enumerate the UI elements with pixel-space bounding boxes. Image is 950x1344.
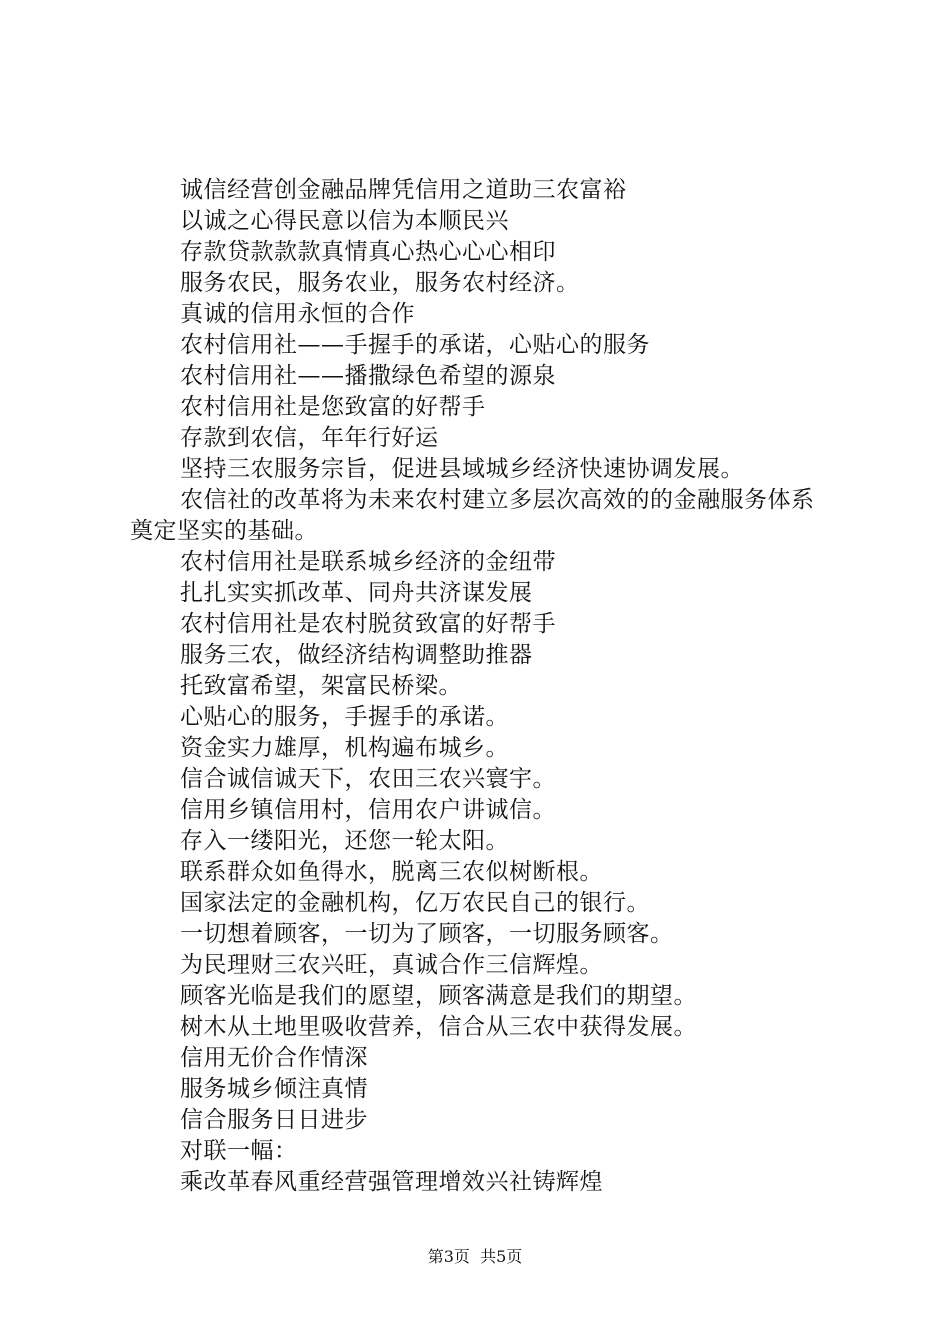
slogan-line: 以诚之心得民意以信为本顺民兴	[180, 208, 509, 234]
couplet-line: 乘改革春风重经营强管理增效兴社铸辉煌	[180, 1169, 603, 1195]
document-body	[130, 175, 830, 1198]
slogan-line: 服务农民，服务农业，服务农村经济。	[180, 270, 580, 296]
slogan-line: 农村信用社——播撒绿色希望的源泉	[180, 363, 556, 389]
slogan-line: 托致富希望，架富民桥梁。	[180, 673, 462, 699]
page-number: 第3页 共5页	[427, 1247, 523, 1266]
slogan-line: 农村信用社是农村脱贫致富的好帮手	[180, 611, 556, 637]
slogan-line: 存入一缕阳光，还您一轮太阳。	[180, 828, 509, 854]
slogan-line: 顾客光临是我们的愿望，顾客满意是我们的期望。	[180, 983, 697, 1009]
slogan-line: 联系群众如鱼得水，脱离三农似树断根。	[180, 859, 603, 885]
slogan-line: 信用无价合作情深	[180, 1045, 368, 1071]
slogan-line: 资金实力雄厚，机构遍布城乡。	[180, 735, 509, 761]
slogan-line: 信合诚信诚天下，农田三农兴寰宇。	[180, 766, 556, 792]
slogan-line: 农村信用社——手握手的承诺，心贴心的服务	[180, 332, 650, 358]
slogan-paragraph: 农信社的改革将为未来农村建立多层次高效的的金融服务体系奠定坚实的基础。	[130, 487, 815, 544]
slogan-line: 扎扎实实抓改革、同舟共济谋发展	[180, 580, 533, 606]
slogan-line: 存款贷款款款真情真心热心心心相印	[180, 239, 556, 265]
slogan-line: 存款到农信，年年行好运	[180, 425, 439, 451]
slogan-line: 坚持三农服务宗旨，促进县域城乡经济快速协调发展。	[180, 456, 744, 482]
slogan-line: 农村信用社是联系城乡经济的金纽带	[180, 549, 556, 575]
slogan-line: 服务三农，做经济结构调整助推器	[180, 642, 533, 668]
slogan-line: 服务城乡倾注真情	[180, 1076, 368, 1102]
slogan-line: 信用乡镇信用村，信用农户讲诚信。	[180, 797, 556, 823]
slogan-line: 国家法定的金融机构，亿万农民自己的银行。	[180, 890, 650, 916]
couplet-heading: 对联一幅：	[180, 1138, 298, 1164]
slogan-line: 心贴心的服务，手握手的承诺。	[180, 704, 509, 730]
slogan-line: 为民理财三农兴旺，真诚合作三信辉煌。	[180, 952, 603, 978]
slogan-line: 真诚的信用永恒的合作	[180, 301, 415, 327]
slogan-line: 诚信经营创金融品牌凭信用之道助三农富裕	[180, 177, 627, 203]
slogan-line: 信合服务日日进步	[180, 1107, 368, 1133]
page-footer	[0, 1244, 950, 1267]
slogan-line: 树木从土地里吸收营养，信合从三农中获得发展。	[180, 1014, 697, 1040]
slogan-line: 农村信用社是您致富的好帮手	[180, 394, 486, 420]
slogan-line: 一切想着顾客，一切为了顾客，一切服务顾客。	[180, 921, 674, 947]
